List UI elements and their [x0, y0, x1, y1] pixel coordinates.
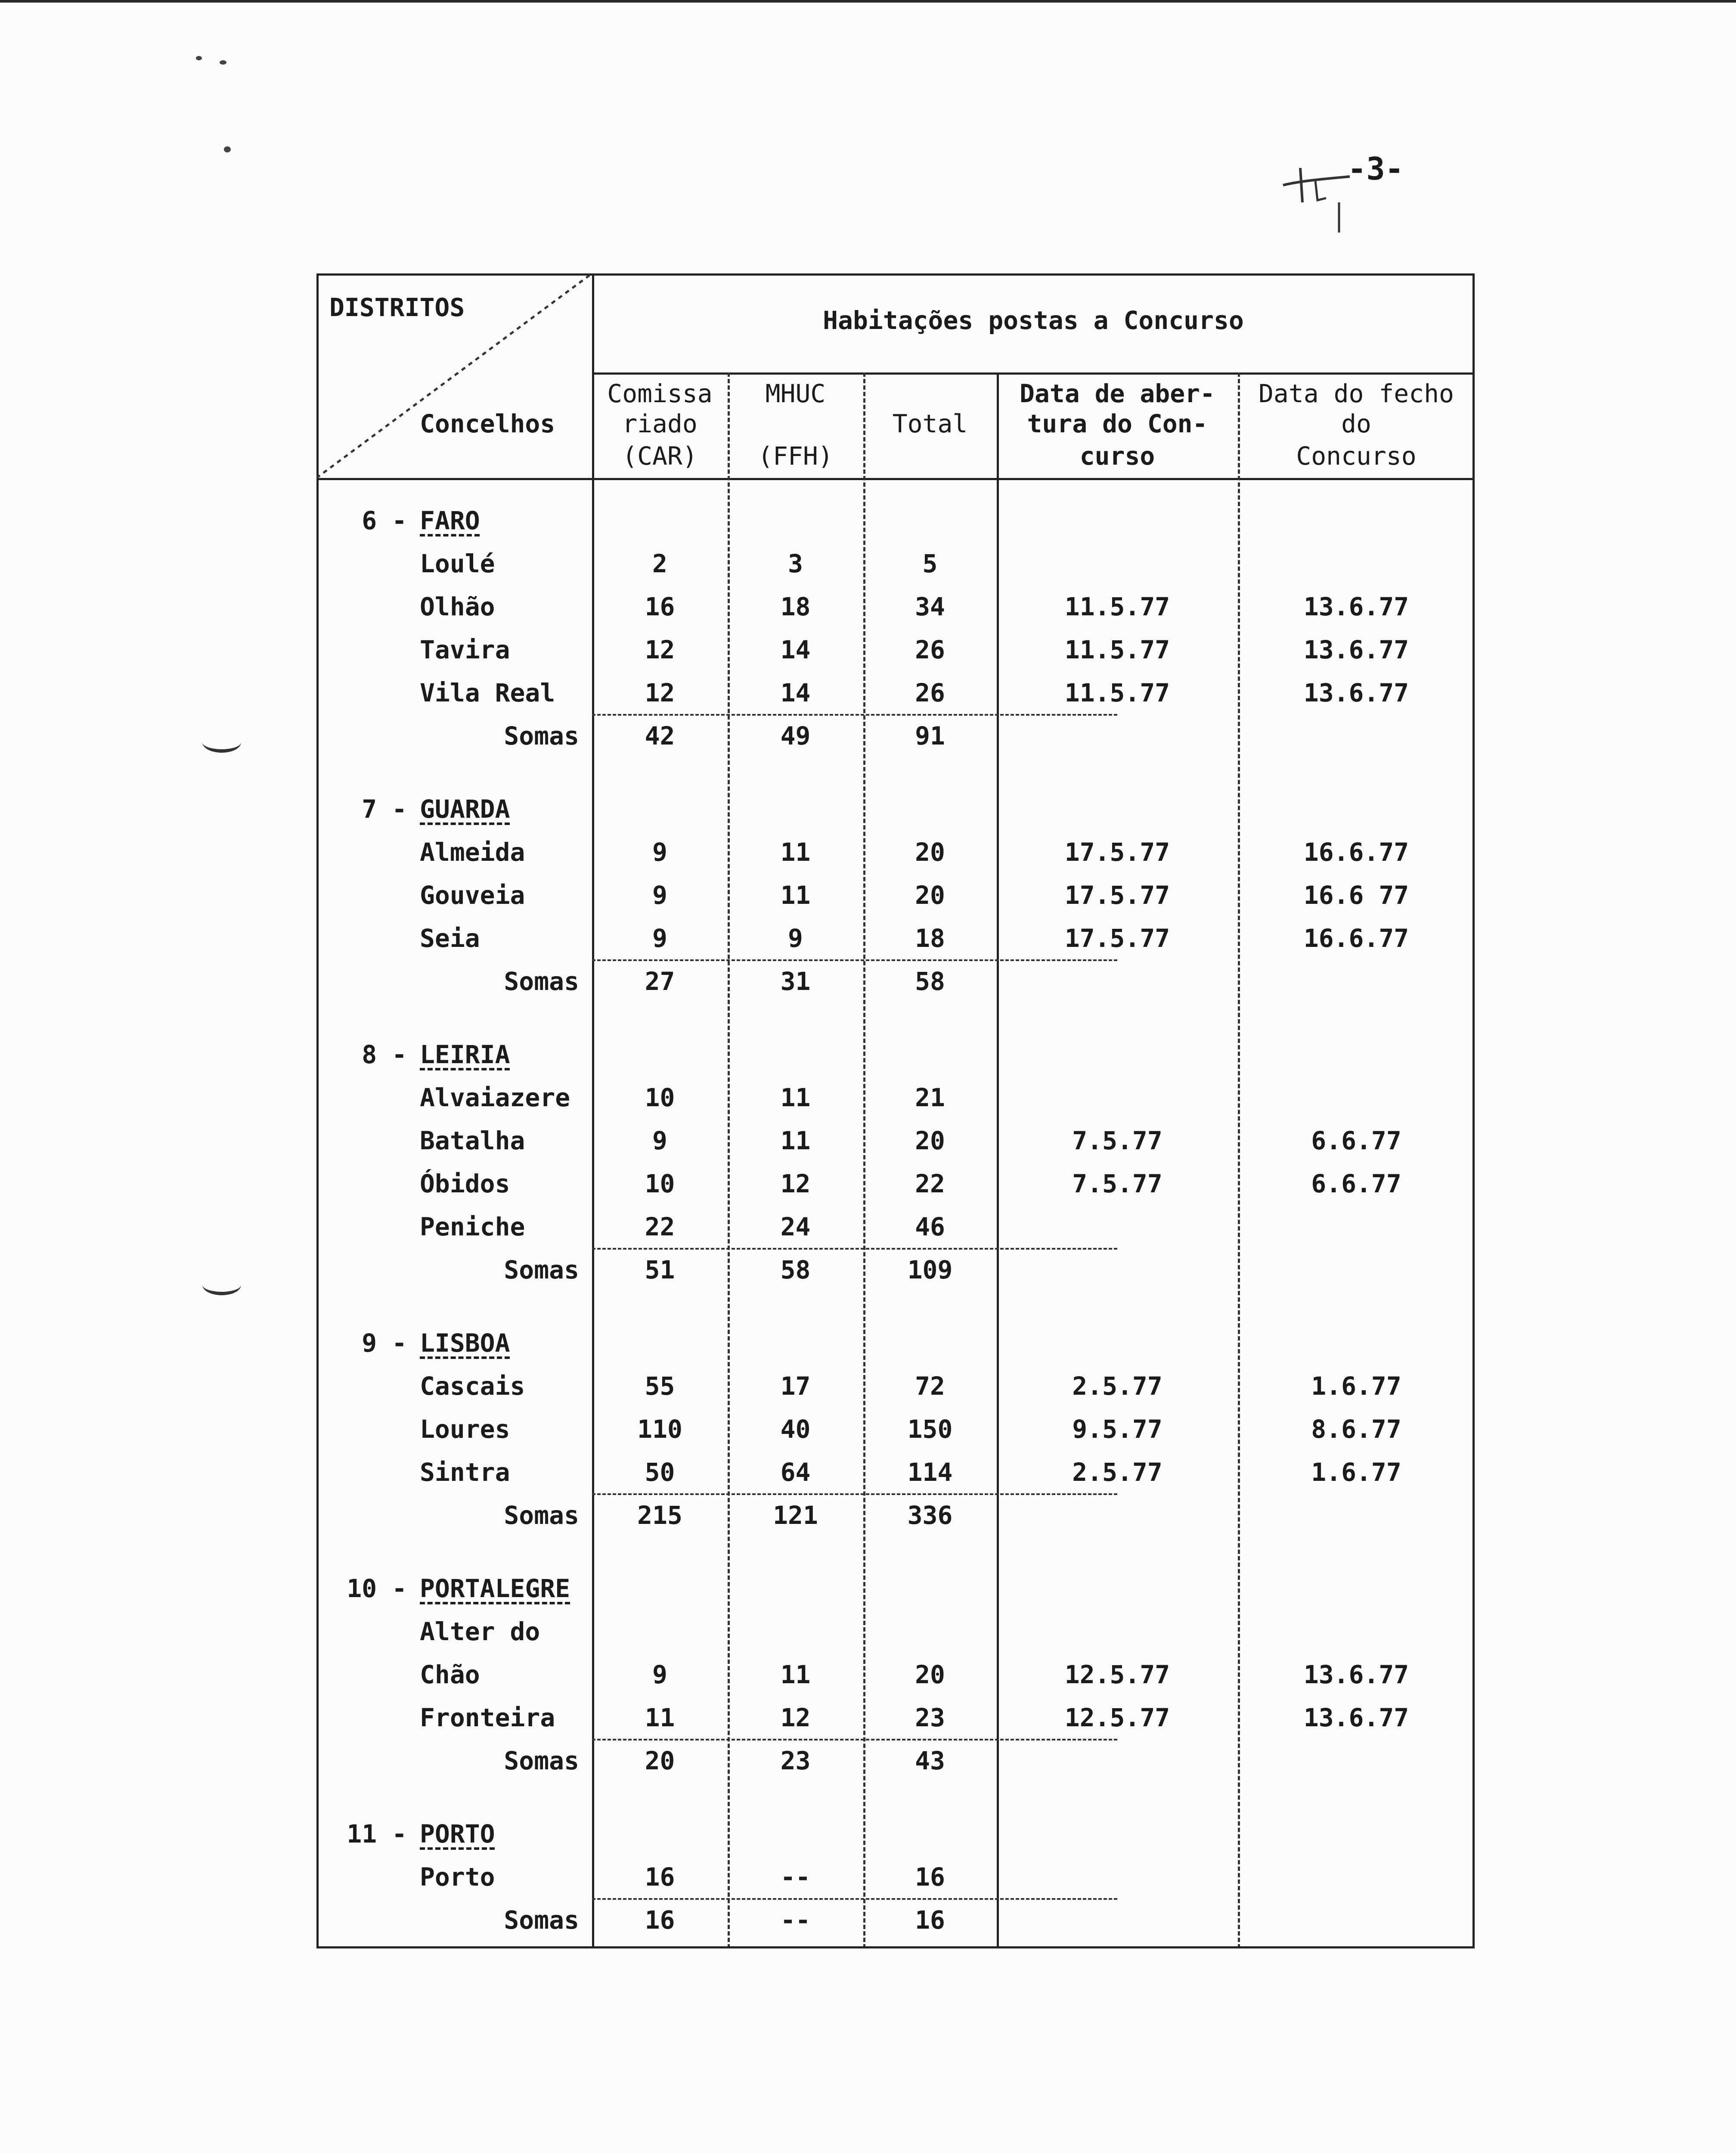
abertura-date: 17.5.77: [1064, 838, 1170, 867]
concelho-name: Alvaiazere: [420, 1083, 570, 1112]
concelho-name: Vila Real: [420, 678, 555, 707]
mhuc-value: 11: [780, 1660, 811, 1689]
somas-mhuc: --: [780, 1905, 811, 1935]
fecho-date: 8.6.77: [1311, 1415, 1401, 1444]
mhuc-value: 14: [780, 635, 811, 664]
concelho-name: Gouveia: [420, 881, 525, 910]
somas-label: Somas: [504, 1905, 579, 1935]
fecho-date: 13.6.77: [1303, 635, 1409, 664]
total-value: 26: [915, 678, 945, 707]
fecho-date: 13.6.77: [1303, 1703, 1409, 1732]
somas-label: Somas: [504, 1255, 579, 1284]
fecho-date: 13.6.77: [1303, 592, 1409, 621]
mhuc-value: 17: [780, 1371, 811, 1401]
margin-mark: [202, 732, 241, 753]
district-number: 7 -: [362, 794, 407, 824]
somas-mhuc: 49: [780, 721, 811, 751]
total-value: 20: [915, 1660, 945, 1689]
abertura-date: 12.5.77: [1064, 1703, 1170, 1732]
district-name: FARO: [420, 506, 480, 535]
fecho-date: 6.6.77: [1311, 1126, 1401, 1155]
abertura-date: 7.5.77: [1072, 1169, 1162, 1198]
mhuc-value: 3: [788, 549, 803, 578]
car-value: 9: [652, 1660, 667, 1689]
somas-car: 51: [645, 1255, 675, 1284]
abertura-date: 7.5.77: [1072, 1126, 1162, 1155]
housing-table: [316, 273, 1475, 1948]
abertura-header-line2: tura do Con-: [1027, 409, 1208, 438]
somas-total: 43: [915, 1746, 945, 1775]
district-name: GUARDA: [420, 794, 510, 824]
fecho-date: 1.6.77: [1311, 1371, 1401, 1401]
fecho-date: 13.6.77: [1303, 1660, 1409, 1689]
total-value: 22: [915, 1169, 945, 1198]
subtotal-rule: [592, 714, 1117, 716]
page-number: -3-: [1348, 151, 1404, 187]
total-header: Total: [892, 409, 968, 438]
mhuc-value: 18: [780, 592, 811, 621]
subtotal-rule: [592, 1493, 1117, 1495]
concelho-name: Olhão: [420, 592, 495, 621]
district-name: PORTO: [420, 1819, 495, 1849]
concelho-name: Tavira: [420, 635, 510, 664]
total-value: 20: [915, 881, 945, 910]
car-value: 9: [652, 838, 667, 867]
mhuc-header-line2: (FFH): [758, 441, 833, 471]
car-value: 2: [652, 549, 667, 578]
abertura-date: 17.5.77: [1064, 881, 1170, 910]
somas-car: 16: [645, 1905, 675, 1935]
car-value: 50: [645, 1458, 675, 1487]
district-number: 8 -: [362, 1040, 407, 1069]
corner-bottom-label: Concelhos: [420, 409, 555, 438]
concelho-name: Almeida: [420, 838, 525, 867]
concelho-name: Loulé: [420, 549, 495, 578]
somas-label: Somas: [504, 721, 579, 751]
subtotal-rule: [592, 959, 1117, 961]
mhuc-value: 14: [780, 678, 811, 707]
mhuc-value: 11: [780, 881, 811, 910]
table-bottom-border: [316, 1946, 1475, 1948]
fecho-date: 16.6 77: [1303, 881, 1409, 910]
total-value: 34: [915, 592, 945, 621]
somas-label: Somas: [504, 1501, 579, 1530]
abertura-header-line1: Data de aber-: [1020, 379, 1215, 408]
somas-mhuc: 31: [780, 967, 811, 996]
car-header-line2: riado: [622, 409, 698, 438]
margin-mark: [202, 1275, 241, 1295]
concelho-name: Fronteira: [420, 1703, 555, 1732]
fecho-header-line1: Data do fecho: [1259, 379, 1454, 408]
scan-speck: [224, 146, 231, 152]
subtotal-rule: [592, 1898, 1117, 1900]
fecho-date: 16.6.77: [1303, 838, 1409, 867]
fecho-header-line3: Concurso: [1296, 441, 1417, 471]
mhuc-value: 11: [780, 1083, 811, 1112]
total-value: 21: [915, 1083, 945, 1112]
concelho-name: Cascais: [420, 1371, 525, 1401]
car-value: 12: [645, 678, 675, 707]
somas-total: 16: [915, 1905, 945, 1935]
car-value: 10: [645, 1083, 675, 1112]
concelho-name: Seia: [420, 924, 480, 953]
concelho-name: Sintra: [420, 1458, 510, 1487]
total-value: 5: [922, 549, 938, 578]
concelho-name: Alter do: [420, 1617, 540, 1646]
somas-total: 336: [907, 1501, 953, 1530]
car-value: 10: [645, 1169, 675, 1198]
concelho-name: Óbidos: [420, 1169, 510, 1198]
district-name: PORTALEGRE: [420, 1574, 570, 1603]
abertura-date: 2.5.77: [1072, 1371, 1162, 1401]
fecho-date: 13.6.77: [1303, 678, 1409, 707]
concelho-name: Peniche: [420, 1212, 525, 1241]
somas-car: 27: [645, 967, 675, 996]
scan-speck: [196, 56, 202, 60]
table-right-border: [1472, 273, 1475, 1948]
total-value: 20: [915, 1126, 945, 1155]
fecho-header-line2: do: [1341, 409, 1371, 438]
somas-total: 109: [907, 1255, 953, 1284]
somas-mhuc: 58: [780, 1255, 811, 1284]
district-number: 11 -: [347, 1819, 407, 1849]
mhuc-header-line1: MHUC: [765, 379, 826, 408]
total-value: 72: [915, 1371, 945, 1401]
somas-label: Somas: [504, 967, 579, 996]
mhuc-value: --: [780, 1862, 811, 1892]
total-value: 150: [907, 1415, 953, 1444]
mhuc-value: 40: [780, 1415, 811, 1444]
fecho-date: 1.6.77: [1311, 1458, 1401, 1487]
concelho-name: Loures: [420, 1415, 510, 1444]
total-value: 16: [915, 1862, 945, 1892]
col-divider-concelhos: [592, 273, 594, 1948]
concelho-name: Batalha: [420, 1126, 525, 1155]
car-value: 16: [645, 1862, 675, 1892]
abertura-date: 2.5.77: [1072, 1458, 1162, 1487]
scan-speck: [220, 60, 226, 65]
district-number: 10 -: [347, 1574, 407, 1603]
mhuc-value: 24: [780, 1212, 811, 1241]
car-header-line3: (CAR): [622, 441, 698, 471]
abertura-date: 11.5.77: [1064, 678, 1170, 707]
district-number: 6 -: [362, 506, 407, 535]
subtotal-rule: [592, 1739, 1117, 1740]
somas-mhuc: 121: [773, 1501, 818, 1530]
somas-label: Somas: [504, 1746, 579, 1775]
abertura-date: 12.5.77: [1064, 1660, 1170, 1689]
somas-total: 91: [915, 721, 945, 751]
group-title-divider: [592, 372, 1475, 375]
district-name: LEIRIA: [420, 1040, 510, 1069]
car-value: 9: [652, 881, 667, 910]
abertura-date: 17.5.77: [1064, 924, 1170, 953]
car-header-line1: Comissa: [607, 379, 713, 408]
handwritten-initials: [1274, 155, 1352, 241]
mhuc-value: 12: [780, 1703, 811, 1732]
abertura-header-line3: curso: [1079, 441, 1155, 471]
corner-top-label: DISTRITOS: [329, 293, 465, 322]
abertura-date: 9.5.77: [1072, 1415, 1162, 1444]
total-value: 114: [907, 1458, 953, 1487]
subtotal-rule: [592, 1248, 1117, 1250]
car-value: 9: [652, 1126, 667, 1155]
mhuc-value: 11: [780, 1126, 811, 1155]
group-title: Habitações postas a Concurso: [823, 306, 1244, 335]
car-value: 9: [652, 924, 667, 953]
fecho-date: 6.6.77: [1311, 1169, 1401, 1198]
somas-car: 215: [637, 1501, 682, 1530]
somas-car: 42: [645, 721, 675, 751]
top-rule: [0, 0, 1736, 3]
abertura-date: 11.5.77: [1064, 635, 1170, 664]
fecho-date: 16.6.77: [1303, 924, 1409, 953]
abertura-date: 11.5.77: [1064, 592, 1170, 621]
mhuc-value: 9: [788, 924, 803, 953]
somas-car: 20: [645, 1746, 675, 1775]
car-value: 12: [645, 635, 675, 664]
concelho-name: Porto: [420, 1862, 495, 1892]
total-value: 46: [915, 1212, 945, 1241]
mhuc-value: 11: [780, 838, 811, 867]
district-number: 9 -: [362, 1328, 407, 1358]
car-value: 55: [645, 1371, 675, 1401]
header-divider: [316, 478, 1475, 480]
car-value: 22: [645, 1212, 675, 1241]
total-value: 26: [915, 635, 945, 664]
somas-mhuc: 23: [780, 1746, 811, 1775]
total-value: 23: [915, 1703, 945, 1732]
car-value: 11: [645, 1703, 675, 1732]
concelho-name: Chão: [420, 1660, 480, 1689]
mhuc-value: 64: [780, 1458, 811, 1487]
car-value: 110: [637, 1415, 682, 1444]
district-name: LISBOA: [420, 1328, 510, 1358]
total-value: 20: [915, 838, 945, 867]
car-value: 16: [645, 592, 675, 621]
mhuc-value: 12: [780, 1169, 811, 1198]
total-value: 18: [915, 924, 945, 953]
somas-total: 58: [915, 967, 945, 996]
